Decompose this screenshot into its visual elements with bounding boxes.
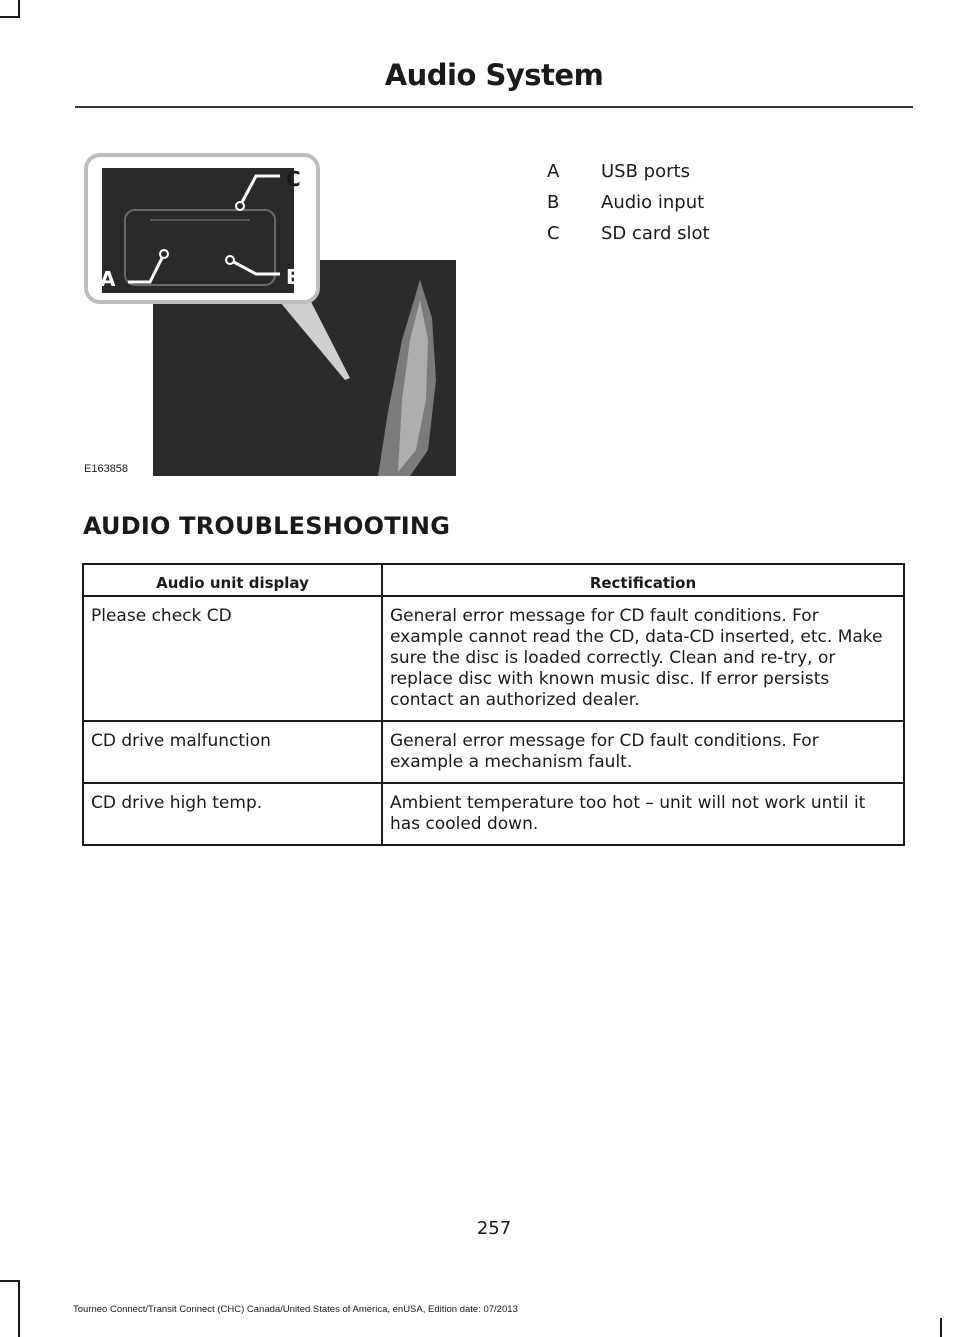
callout-dot-c — [236, 202, 244, 210]
display-cell: CD drive high temp. — [83, 783, 382, 845]
callout-label-a: A — [100, 267, 116, 291]
callout-label-b: B — [286, 265, 302, 289]
rectification-cell: General error message for CD fault conditions. For example a mechanism fault. — [382, 721, 904, 783]
audio-unit-illustration — [80, 150, 470, 490]
column-header-rectification: Rectification — [382, 564, 904, 596]
legend-item — [547, 218, 710, 249]
legend-key: C — [547, 223, 560, 244]
legend-item — [547, 187, 710, 218]
callout-dot-a — [160, 250, 168, 258]
display-cell: Please check CD — [83, 596, 382, 721]
troubleshooting-table — [82, 563, 905, 846]
legend-key: A — [547, 161, 560, 182]
column-header-display: Audio unit display — [83, 564, 382, 596]
header-rule — [75, 106, 913, 108]
footer-text: Tourneo Connect/Transit Connect (CHC) Canada/United States of America, enUSA, Edition date: 07/2013 — [73, 1304, 518, 1315]
table-header-row — [83, 564, 904, 596]
crop-mark — [18, 0, 20, 16]
table-row — [83, 721, 904, 783]
section-heading: AUDIO TROUBLESHOOTING — [83, 512, 451, 540]
crop-mark — [18, 1280, 20, 1337]
display-cell: CD drive malfunction — [83, 721, 382, 783]
page-number: 257 — [476, 1218, 512, 1239]
legend-text: USB ports — [601, 161, 690, 182]
figure-id: E163858 — [84, 463, 129, 475]
legend-text: Audio input — [601, 192, 705, 213]
rectification-cell: General error message for CD fault conditions. For example cannot read the CD, data-CD inserted, etc. Make sure the disc is loaded correctly. Clean and re-try, or replace disc with known music disc. If error persists contact an authorized dealer. — [382, 596, 904, 721]
callout-label-c: C — [286, 167, 301, 191]
legend-text: SD card slot — [601, 223, 710, 244]
page-title: Audio System — [384, 58, 604, 92]
table-row — [83, 783, 904, 845]
crop-mark — [940, 1318, 942, 1337]
table-row — [83, 596, 904, 721]
legend-item — [547, 156, 710, 187]
crop-mark — [0, 1280, 20, 1282]
crop-mark — [0, 16, 20, 18]
legend-key: B — [547, 192, 560, 213]
figure-legend — [547, 156, 710, 249]
callout-dot-b — [226, 256, 234, 264]
rectification-cell: Ambient temperature too hot – unit will not work until it has cooled down. — [382, 783, 904, 845]
